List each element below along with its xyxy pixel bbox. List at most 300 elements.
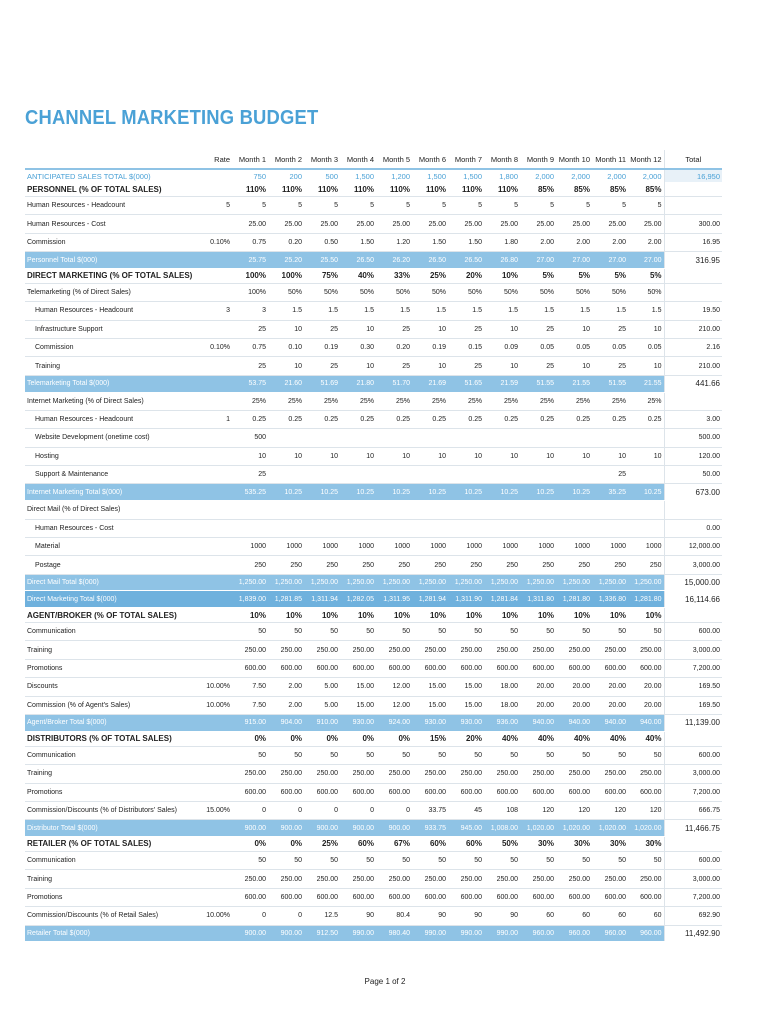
table-row <box>25 746 722 764</box>
row-month-value: 90 <box>448 907 484 925</box>
row-month-value: 10 <box>556 447 592 465</box>
row-rate <box>203 268 232 283</box>
table-row <box>25 302 722 320</box>
row-month-value: 25% <box>412 268 448 283</box>
table-row <box>25 519 722 537</box>
row-month-value: 50% <box>484 836 520 851</box>
row-rate: 15.00% <box>203 801 232 819</box>
row-month-value: 10.25 <box>412 484 448 501</box>
section-header-row <box>25 608 722 623</box>
header-month: Month 5 <box>376 150 412 169</box>
row-month-value: 10 <box>340 357 376 375</box>
row-label: Commission/Discounts (% of Distributors' Sales) <box>25 801 203 819</box>
row-month-value: 900.00 <box>376 820 412 837</box>
row-month-value: 1000 <box>556 537 592 555</box>
row-month-value: 600.00 <box>232 783 268 801</box>
row-month-value: 1000 <box>340 537 376 555</box>
row-month-value: 1,311.94 <box>304 591 340 608</box>
row-month-value: 5% <box>520 268 556 283</box>
row-month-value: 25.00 <box>520 215 556 233</box>
row-month-value: 15.00 <box>412 678 448 696</box>
row-month-value: 60% <box>412 836 448 851</box>
row-month-value: 1,020.00 <box>592 820 628 837</box>
table-row <box>25 501 722 519</box>
row-month-value: 930.00 <box>412 715 448 732</box>
row-month-value: 10% <box>484 268 520 283</box>
row-month-value: 50 <box>304 623 340 641</box>
row-month-value: 10% <box>484 608 520 623</box>
row-month-value: 1.5 <box>628 302 664 320</box>
section-header-row <box>25 182 722 197</box>
row-month-value: 15.00 <box>412 696 448 714</box>
row-month-value: 250 <box>592 556 628 574</box>
row-rate <box>203 715 232 732</box>
total-row <box>25 574 722 591</box>
row-month-value: 936.00 <box>484 715 520 732</box>
row-month-value <box>556 429 592 447</box>
row-label: Commission <box>25 233 203 251</box>
row-month-value: 930.00 <box>340 715 376 732</box>
row-month-value: 108 <box>484 801 520 819</box>
row-rate <box>203 608 232 623</box>
total-row <box>25 484 722 501</box>
row-month-value: 110% <box>304 182 340 197</box>
row-month-value: 1.5 <box>448 302 484 320</box>
row-month-value: 25.00 <box>628 215 664 233</box>
total-row <box>25 715 722 732</box>
row-month-value: 25% <box>520 392 556 410</box>
row-month-value: 50 <box>484 851 520 869</box>
row-month-value: 25% <box>592 392 628 410</box>
row-rate <box>203 851 232 869</box>
table-header-row <box>25 150 722 169</box>
section-header-row <box>25 836 722 851</box>
row-month-value: 5 <box>304 197 340 215</box>
header-total: Total <box>664 150 722 169</box>
row-month-value: 10.25 <box>376 484 412 501</box>
row-month-value: 40% <box>340 268 376 283</box>
row-month-value: 250 <box>304 556 340 574</box>
row-month-value: 5 <box>556 197 592 215</box>
row-month-value: 1,250.00 <box>232 574 268 591</box>
row-month-value <box>484 466 520 484</box>
row-month-value: 10.25 <box>268 484 304 501</box>
row-month-value: 10% <box>340 608 376 623</box>
row-month-value: 600.00 <box>592 659 628 677</box>
row-rate <box>203 501 232 519</box>
row-total <box>664 283 722 301</box>
row-total: 210.00 <box>664 320 722 338</box>
row-month-value: 900.00 <box>304 820 340 837</box>
row-month-value: 912.50 <box>304 925 340 942</box>
row-label: Retailer Total $(000) <box>25 925 203 942</box>
budget-table-body <box>25 150 722 942</box>
table-row <box>25 320 722 338</box>
row-label: Telemarketing Total $(000) <box>25 375 203 392</box>
table-row <box>25 870 722 888</box>
row-month-value: 25% <box>340 392 376 410</box>
row-month-value: 0 <box>376 801 412 819</box>
row-month-value: 2.00 <box>592 233 628 251</box>
row-month-value: 25.50 <box>304 252 340 269</box>
row-total: 12,000.00 <box>664 537 722 555</box>
row-month-value: 0.50 <box>304 233 340 251</box>
row-month-value: 10 <box>232 447 268 465</box>
row-month-value: 25 <box>376 320 412 338</box>
row-month-value: 25.00 <box>556 215 592 233</box>
row-month-value: 10 <box>592 447 628 465</box>
row-rate <box>203 429 232 447</box>
row-month-value: 990.00 <box>448 925 484 942</box>
row-month-value <box>376 466 412 484</box>
row-rate <box>203 783 232 801</box>
row-month-value: 250.00 <box>412 870 448 888</box>
row-label: Commission (% of Agent's Sales) <box>25 696 203 714</box>
row-month-value: 20.00 <box>592 696 628 714</box>
row-month-value: 80.4 <box>376 907 412 925</box>
row-month-value <box>448 501 484 519</box>
row-month-value: 1000 <box>484 537 520 555</box>
row-month-value: 0.25 <box>592 410 628 428</box>
row-month-value: 50 <box>448 746 484 764</box>
row-label: ANTICIPATED SALES TOTAL $(000) <box>27 171 151 181</box>
row-month-value: 250.00 <box>376 765 412 783</box>
row-month-value: 67% <box>376 836 412 851</box>
row-month-value: 1,250.00 <box>556 574 592 591</box>
row-month-value: 5 <box>376 197 412 215</box>
row-month-value: 1,281.94 <box>412 591 448 608</box>
row-month-value: 5 <box>484 197 520 215</box>
row-month-value: 25% <box>628 392 664 410</box>
row-label: Personnel Total $(000) <box>25 252 203 269</box>
header-month: Month 6 <box>412 150 448 169</box>
row-month-value: 250.00 <box>484 641 520 659</box>
row-month-value: 600.00 <box>592 888 628 906</box>
row-rate <box>203 484 232 501</box>
row-total: 15,000.00 <box>664 574 722 591</box>
row-month-value: 25% <box>304 836 340 851</box>
row-month-value: 924.00 <box>376 715 412 732</box>
row-month-value: 15% <box>412 731 448 746</box>
row-month-value: 10.25 <box>628 484 664 501</box>
row-month-value: 1,250.00 <box>448 574 484 591</box>
row-month-value: 40% <box>556 731 592 746</box>
budget-table <box>25 150 722 942</box>
row-month-value: 600.00 <box>268 659 304 677</box>
row-month-value: 50 <box>412 623 448 641</box>
row-month-value: 75% <box>304 268 340 283</box>
row-month-value: 40% <box>520 731 556 746</box>
row-month-value: 51.70 <box>376 375 412 392</box>
row-total: 169.50 <box>664 696 722 714</box>
row-month-value: 25% <box>448 392 484 410</box>
row-month-value <box>304 429 340 447</box>
row-total: 0.00 <box>664 519 722 537</box>
row-month-value: 1000 <box>232 537 268 555</box>
row-month-value: 51.55 <box>592 375 628 392</box>
row-rate: 1 <box>203 410 232 428</box>
row-month-value: 85% <box>592 182 628 197</box>
row-month-value: 60% <box>448 836 484 851</box>
row-month-value: 90 <box>412 907 448 925</box>
row-month-value: 5.00 <box>304 696 340 714</box>
row-month-value: 30% <box>556 836 592 851</box>
row-month-value: 250.00 <box>592 641 628 659</box>
row-month-value: 21.55 <box>556 375 592 392</box>
row-month-value: 120 <box>556 801 592 819</box>
row-month-value: 600.00 <box>340 783 376 801</box>
row-total <box>664 268 722 283</box>
row-month-value: 20.00 <box>520 696 556 714</box>
row-rate: 3 <box>203 302 232 320</box>
row-month-value: 600.00 <box>520 888 556 906</box>
row-total: 16,950 <box>664 169 722 182</box>
row-month-value: 250.00 <box>556 870 592 888</box>
row-label: Training <box>25 357 203 375</box>
row-label: Commission <box>25 339 203 357</box>
row-month-value <box>484 519 520 537</box>
row-month-value: 110% <box>448 182 484 197</box>
row-month-value: 110% <box>268 182 304 197</box>
row-month-value: 10 <box>304 447 340 465</box>
header-month: Month 2 <box>268 150 304 169</box>
row-rate: 10.00% <box>203 678 232 696</box>
row-label: Telemarketing (% of Direct Sales) <box>25 283 203 301</box>
row-month-value: 51.69 <box>304 375 340 392</box>
row-month-value: 1.5 <box>268 302 304 320</box>
total-row <box>25 925 722 942</box>
row-month-value: 21.55 <box>628 375 664 392</box>
row-rate <box>203 392 232 410</box>
row-month-value: 50 <box>628 851 664 869</box>
row-month-value: 1,250.00 <box>592 574 628 591</box>
row-rate <box>203 537 232 555</box>
table-row <box>25 410 722 428</box>
row-rate: 10.00% <box>203 696 232 714</box>
row-label: AGENT/BROKER (% OF TOTAL SALES) <box>25 608 203 623</box>
row-month-value: 50 <box>556 746 592 764</box>
row-month-value: 0.20 <box>376 339 412 357</box>
row-rate <box>203 466 232 484</box>
row-month-value: 50 <box>520 851 556 869</box>
row-month-value: 2.00 <box>628 233 664 251</box>
row-month-value: 910.00 <box>304 715 340 732</box>
row-total <box>664 608 722 623</box>
row-month-value: 940.00 <box>592 715 628 732</box>
row-month-value <box>592 519 628 537</box>
row-month-value: 25.20 <box>268 252 304 269</box>
row-month-value: 26.50 <box>412 252 448 269</box>
row-month-value: 10 <box>412 320 448 338</box>
row-month-value: 50 <box>268 623 304 641</box>
row-month-value: 5.00 <box>304 678 340 696</box>
table-row <box>25 169 722 182</box>
row-month-value: 50 <box>268 746 304 764</box>
row-month-value: 90 <box>484 907 520 925</box>
row-month-value: 10% <box>592 608 628 623</box>
row-month-value: 25.00 <box>376 215 412 233</box>
row-month-value: 1.5 <box>484 302 520 320</box>
row-month-value: 0.15 <box>448 339 484 357</box>
row-month-value: 33.75 <box>412 801 448 819</box>
row-month-value: 250 <box>412 556 448 574</box>
row-month-value: 600.00 <box>376 888 412 906</box>
row-total: 7,200.00 <box>664 783 722 801</box>
row-month-value: 0.25 <box>556 410 592 428</box>
row-month-value: 10.25 <box>484 484 520 501</box>
row-month-value: 30% <box>592 836 628 851</box>
row-month-value: 600.00 <box>412 659 448 677</box>
row-month-value: 5 <box>628 197 664 215</box>
row-month-value: 27.00 <box>592 252 628 269</box>
row-month-value: 12.00 <box>376 678 412 696</box>
row-month-value: 50 <box>556 851 592 869</box>
row-month-value: 0.05 <box>520 339 556 357</box>
row-month-value: 50 <box>340 623 376 641</box>
row-month-value: 250.00 <box>268 765 304 783</box>
row-month-value: 250.00 <box>304 641 340 659</box>
row-month-value: 10 <box>412 447 448 465</box>
row-rate <box>203 447 232 465</box>
row-month-value: 10% <box>448 608 484 623</box>
row-month-value: 60 <box>520 907 556 925</box>
row-month-value: 25 <box>448 320 484 338</box>
row-month-value: 10% <box>556 608 592 623</box>
row-total: 3,000.00 <box>664 641 722 659</box>
row-label: Direct Mail Total $(000) <box>25 574 203 591</box>
row-month-value: 25 <box>520 320 556 338</box>
row-month-value: 10.25 <box>340 484 376 501</box>
row-month-value: 250.00 <box>304 765 340 783</box>
row-label: DISTRIBUTORS (% OF TOTAL SALES) <box>25 731 203 746</box>
row-month-value: 1000 <box>592 537 628 555</box>
row-month-value: 25 <box>448 357 484 375</box>
row-month-value: 25.00 <box>304 215 340 233</box>
row-month-value: 27.00 <box>628 252 664 269</box>
row-month-value: 27.00 <box>520 252 556 269</box>
table-row <box>25 537 722 555</box>
row-month-value: 33% <box>376 268 412 283</box>
row-month-value: 53.75 <box>232 375 268 392</box>
row-month-value: 1.50 <box>412 233 448 251</box>
row-month-value <box>232 519 268 537</box>
row-month-value: 250 <box>340 556 376 574</box>
row-month-value: 25 <box>304 357 340 375</box>
row-month-value: 0% <box>232 836 268 851</box>
row-month-value: 1.5 <box>592 302 628 320</box>
row-month-value <box>268 501 304 519</box>
row-month-value: 2.00 <box>520 233 556 251</box>
row-month-value: 0.25 <box>448 410 484 428</box>
row-month-value: 30% <box>628 836 664 851</box>
row-month-value: 35.25 <box>592 484 628 501</box>
row-total: 600.00 <box>664 851 722 869</box>
row-month-value: 0.25 <box>412 410 448 428</box>
row-month-value: 250 <box>484 556 520 574</box>
row-month-value: 50 <box>448 851 484 869</box>
row-month-value: 25.00 <box>592 215 628 233</box>
row-rate <box>203 169 232 182</box>
row-month-value: 21.69 <box>412 375 448 392</box>
total-row <box>25 252 722 269</box>
row-month-value: 10 <box>556 357 592 375</box>
row-month-value: 25.00 <box>448 215 484 233</box>
table-row <box>25 888 722 906</box>
row-rate <box>203 556 232 574</box>
table-row <box>25 466 722 484</box>
row-label: Promotions <box>25 659 203 677</box>
row-month-value: 600.00 <box>520 783 556 801</box>
row-month-value: 25.00 <box>484 215 520 233</box>
row-month-value: 50% <box>412 283 448 301</box>
row-month-value: 50 <box>592 851 628 869</box>
row-month-value: 1000 <box>376 537 412 555</box>
row-month-value <box>448 466 484 484</box>
header-month: Month 7 <box>448 150 484 169</box>
row-rate <box>203 820 232 837</box>
row-month-value <box>376 501 412 519</box>
row-month-value: 10 <box>484 357 520 375</box>
row-month-value: 600.00 <box>376 659 412 677</box>
row-month-value: 50 <box>520 746 556 764</box>
row-month-value: 10 <box>628 447 664 465</box>
row-month-value <box>304 501 340 519</box>
row-month-value: 1,250.00 <box>376 574 412 591</box>
row-month-value: 0.19 <box>304 339 340 357</box>
row-month-value: 25% <box>268 392 304 410</box>
row-month-value: 100% <box>232 283 268 301</box>
row-month-value: 25% <box>304 392 340 410</box>
header-month: Month 11 <box>592 150 628 169</box>
row-month-value: 10.25 <box>556 484 592 501</box>
row-label: Internet Marketing Total $(000) <box>25 484 203 501</box>
row-month-value: 5 <box>520 197 556 215</box>
row-total: 169.50 <box>664 678 722 696</box>
row-month-value: 25 <box>232 466 268 484</box>
row-month-value: 930.00 <box>448 715 484 732</box>
row-month-value: 250 <box>376 556 412 574</box>
row-month-value: 50 <box>484 746 520 764</box>
row-month-value: 5% <box>556 268 592 283</box>
row-month-value: 10% <box>520 608 556 623</box>
row-month-value: 900.00 <box>340 820 376 837</box>
row-month-value <box>628 501 664 519</box>
row-month-value: 900.00 <box>232 820 268 837</box>
row-month-value: 50% <box>304 283 340 301</box>
row-month-value: 25.00 <box>412 215 448 233</box>
row-label: Distributor Total $(000) <box>25 820 203 837</box>
row-total: 11,139.00 <box>664 715 722 732</box>
row-month-value: 85% <box>628 182 664 197</box>
row-month-value: 5 <box>448 197 484 215</box>
row-month-value: 40% <box>592 731 628 746</box>
row-month-value: 250.00 <box>520 765 556 783</box>
row-month-value: 27.00 <box>556 252 592 269</box>
row-month-value: 0 <box>232 801 268 819</box>
row-month-value: 1,020.00 <box>628 820 664 837</box>
row-month-value: 26.50 <box>340 252 376 269</box>
row-month-value: 990.00 <box>340 925 376 942</box>
row-month-value: 250 <box>232 556 268 574</box>
row-month-value: 1,250.00 <box>520 574 556 591</box>
row-month-value: 250.00 <box>556 641 592 659</box>
row-rate: 0.10% <box>203 339 232 357</box>
row-month-value: 600.00 <box>484 888 520 906</box>
row-month-value: 45 <box>448 801 484 819</box>
row-month-value: 120 <box>628 801 664 819</box>
row-month-value: 1,200 <box>391 171 410 181</box>
row-month-value <box>268 466 304 484</box>
